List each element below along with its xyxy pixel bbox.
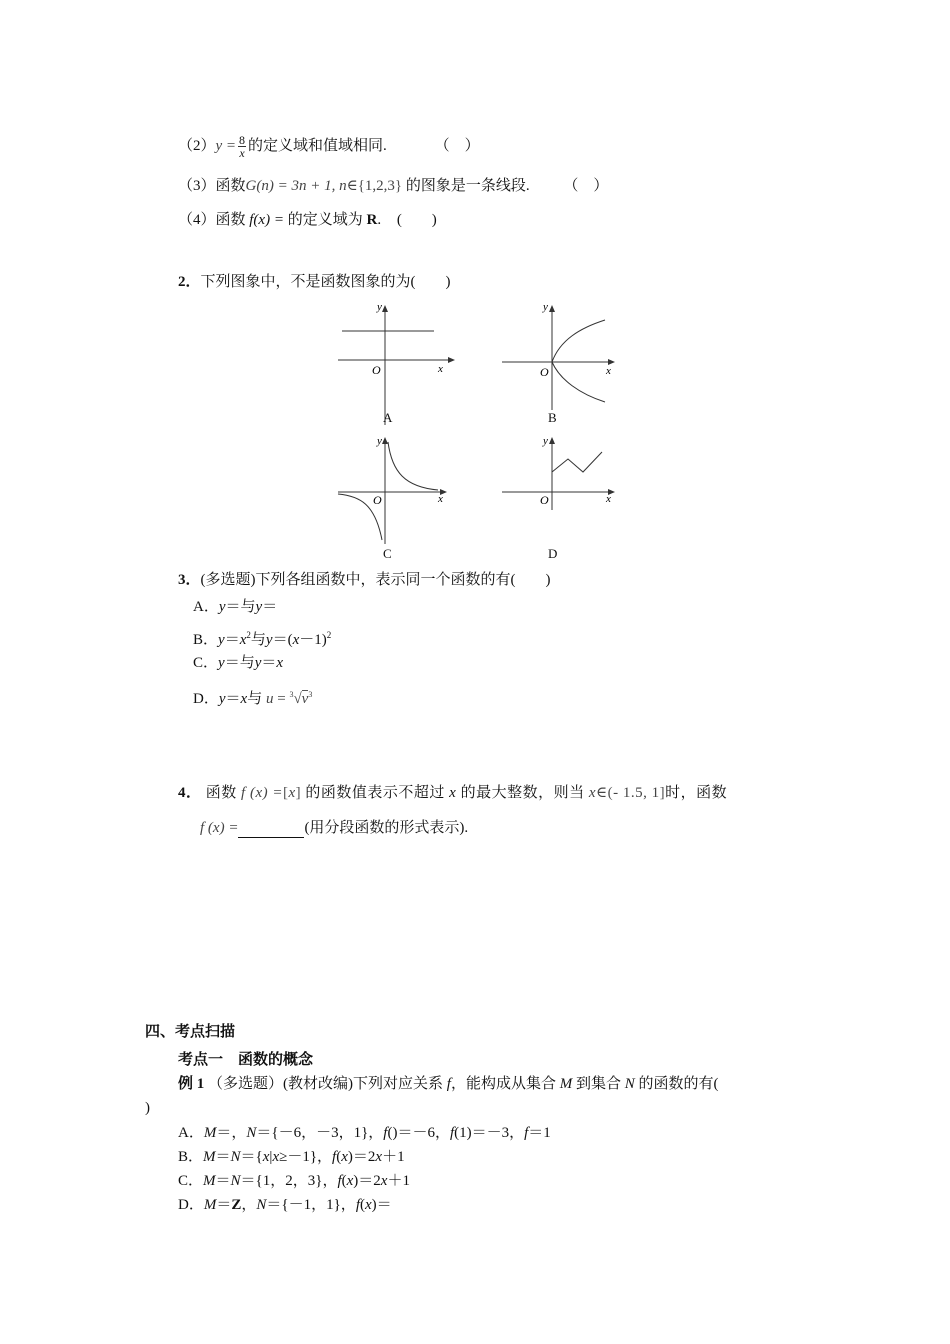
q3-stem: 3．(多选题)下列各组函数中，表示同一个函数的有( ) — [178, 572, 551, 588]
answer-paren[interactable]: （ ） — [434, 137, 480, 154]
section-title: 四、考点扫描 — [145, 1024, 236, 1040]
origin-label: O — [372, 363, 381, 377]
q4-line-2: f (x) = (用分段函数的形式表示). — [200, 820, 469, 836]
svg-text:y: y — [543, 435, 548, 447]
q1-item-2: （2）y = $\frac{8}{x}$ 的定义域和值域相同. （ ） — [178, 133, 480, 160]
q3-option-b: B．$y=x^2$与$y=(x-1)^2$ — [193, 630, 332, 648]
svg-text:O: O — [373, 493, 382, 507]
svg-text:y: y — [543, 301, 548, 313]
example-1-stem: 例 1 （多选题）(教材改编)下列对应关系 f，能构成从集合 M 到集合 N 的函数的有( — [178, 1076, 719, 1092]
graph-b-curve-upper — [552, 320, 605, 362]
example-1-close: ) — [145, 1100, 150, 1116]
example-1-option-b: B．M＝N＝{x|x≥－1}，f(x)＝2x＋1 — [178, 1149, 405, 1165]
graph-b — [500, 300, 620, 410]
graph-b-curve-lower — [552, 362, 605, 402]
example-1-option-c: C．M＝N＝{1，2，3}，f(x)＝2x＋1 — [178, 1173, 410, 1189]
graph-c-label: C — [383, 546, 392, 561]
point-1-title: 考点一 函数的概念 — [178, 1052, 314, 1068]
example-1-option-a: A．M＝，N＝{－6，－3，1}，f()＝－6，f(1)＝－3，f＝1 — [178, 1125, 551, 1141]
graph-a-label: A — [383, 410, 393, 425]
svg-text:y: y — [377, 435, 382, 447]
svg-text:O: O — [540, 365, 549, 379]
graph-a — [330, 300, 455, 430]
graph-d-curve — [552, 452, 602, 472]
q3-option-d: D．y＝x与 $u = ^3√v^3$ — [193, 690, 313, 707]
svg-text:x: x — [606, 493, 611, 505]
svg-text:x: x — [606, 365, 611, 377]
svg-text:x: x — [438, 493, 443, 505]
graph-c — [330, 432, 455, 547]
graph-d-label: D — [548, 546, 558, 561]
graph-d — [500, 432, 620, 512]
q1-item-3: （3）函数G(n) = 3n + 1, n∈{1,2,3} 的图象是一条线段. （ ） — [178, 178, 609, 194]
q1-item-4: （4）函数 f(x) = 的定义域为 R. ( ) — [178, 212, 437, 228]
svg-text:O: O — [540, 493, 549, 507]
answer-paren[interactable]: ( ) — [396, 212, 437, 228]
answer-paren[interactable]: （ ） — [563, 178, 609, 194]
graph-c-curve-right — [388, 442, 438, 490]
q2-stem: 2．下列图象中，不是函数图象的为( ) — [178, 274, 451, 290]
answer-blank[interactable] — [238, 822, 304, 838]
example-1-option-d: D．M＝Z，N＝{－1，1}，f(x)＝ — [178, 1197, 392, 1213]
fraction-8-over-x: $\frac{8}{x}$ — [239, 133, 246, 160]
q4-line-1: 4． 函数 f (x) =[x] 的函数值表示不超过 x 的最大整数，则当 x∈(- 1.5, 1]时，函数 — [178, 785, 728, 801]
q3-option-a: A．y＝与y＝ — [193, 599, 278, 615]
q3-option-c: C．y＝与y＝x — [193, 655, 284, 671]
x-axis-label: x — [438, 363, 443, 375]
graph-b-label: B — [548, 410, 557, 425]
y-axis-label: y — [377, 301, 382, 313]
